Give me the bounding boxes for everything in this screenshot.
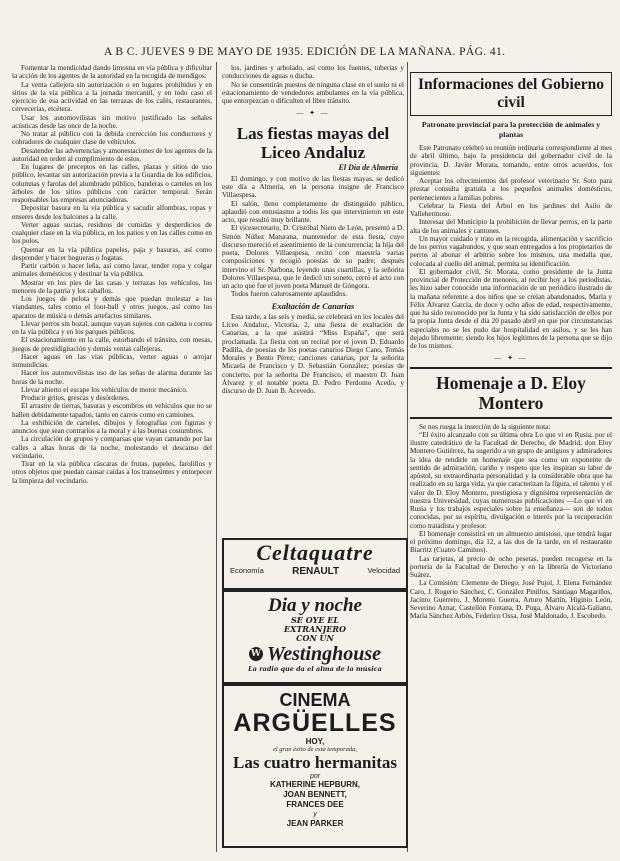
liceo-paragraph: El salón, lleno completamente de distinguido público, aplaudió con entusiasmo a todos los que intervinieron en este acto, que resultó muy brillante.: [222, 199, 404, 224]
westinghouse-logo-icon: W: [250, 649, 261, 659]
ad-cinema-label: CINEMA: [279, 690, 351, 710]
canarias-paragraph: Esta tarde, a las seis y media, se celebrará en los locales del Liceo Andaluz, Victoria, 2, una fiesta de exaltación de Canarias, a la que asistirá “Miss España”, que será proclamada. La fiesta con un recital por el joven D. Eduardo Padilla, de poesías de los poetas canarios Diego Cano, Tomás Morales y Bento Pérez; canciones canarias, por la señorita Micaela de Francisco y D. Sebastián González; poesías de concierto, por la señorita De Francisco, el maestro D. Juan Álvarez y el notable poeta D. Pedro Perdomo Acedo, y discurso de D. Juan B. Acevedo.: [222, 312, 404, 395]
ad-intro: el gran éxito de esta temporada,: [272, 746, 358, 753]
ad-renault: [222, 538, 408, 590]
liceo-paragraph: El domingo, y con motivo de las fiestas mayas, se dedicó este día a Almería, en la persona insigne de Francisco Villaespesa.: [222, 174, 404, 200]
article-paragraph: Mostrar en los pies de las casas y terrazas los vehículos, los menores de la patria y los caballos.: [12, 278, 212, 295]
gobierno-paragraph: El gobernador civil, Sr. Morata, como presidente de la Junta provincial de Protección de menores, al recibir hoy a los periodistas, les hizo saber conocido una información de un periódico ilustrado de la mañana referente a dos niños que se creían abandonados, María y Félix Álvarez García, de doce y ocho años de edad, respectivamente, que ha sido reconocido por la Junta y ha sido satisfacción de ellos por la propia Junta desde el día 20 pasado abril en que por circunstancias especiales no se les pudo dar hospitalidad en asilos, y se les han dejado libremente; siendo los hijos legítimos de la persona que se dijo de los mismos.: [410, 267, 612, 350]
ad-tagline: La radio que da el alma de la música: [248, 665, 382, 673]
article-paragraph: Producir gritos, grescas y desórdenes.: [21, 394, 130, 402]
gobierno-paragraph: Un mayor cuidado y trato en la recogida, alimentación y sacrificio de los perros vagabundos, y que sean entregados a los propietarios de perros al abonar el arbitrio sobre los mismos, una medalla que, colocada al cuello del animal, permita su identificación.: [410, 234, 612, 268]
article-paragraph: No tratar al público con la debida corrección los conductores y cobradores de cualquier clase de vehículos.: [12, 130, 212, 147]
article-paragraph: El arrastre de tierras, basuras y escombros en vehículos que no se hallen debidamente tapados, tanto en carros como en camiones.: [12, 402, 212, 419]
gobierno-paragraph: Celebrar la Fiesta del Árbol en los jardines del Asilo de Vallehermoso.: [410, 201, 612, 218]
article-paragraph: Llevar perros sin bozal, aunque vayan sujetos con cadena o correa en la vía pública y en los parques públicos.: [12, 319, 212, 336]
gobierno-civil-headline: Informaciones del Gobierno civil: [410, 72, 612, 116]
ad-westinghouse: [222, 590, 408, 684]
ad-actor: JOAN BENNETT,: [283, 790, 347, 799]
ad-celtaquatre-title: Celtaquatre: [256, 540, 374, 565]
ad-film-title: Las cuatro hermanitas: [232, 753, 397, 772]
ad-brand: RENAULT: [292, 566, 340, 577]
canarias-title: Exaltación de Canarias: [271, 300, 355, 311]
gobierno-paragraph: Interesar del Municipio la prohibición de llevar perros, en la parte alta de los animales y cantones.: [410, 218, 612, 235]
article-paragraph: Partir carbón o hacer leña, así como lavar, tender ropa y colgar animales domésticos y destinar la vía pública.: [12, 262, 212, 279]
patronato-subheadline: Patronato provincial para la protección de animales y plantas: [421, 120, 601, 139]
article-paragraph: El estacionamiento en la calle, estorbando el tránsito, con mesas, juegos de prestidigitación y demás ventas callejeras.: [12, 336, 212, 353]
article-paragraph: Desatender las advertencias y amonestaciones de los agentes de la autoridad en orden al cumplimiento de estos.: [12, 146, 212, 163]
ad-cinema-name: ARGÜELLES: [233, 709, 397, 737]
homenaje-headline: Homenaje a D. Eloy Montero: [410, 367, 612, 419]
homenaje-paragraph: La Comisión: Clemente de Diego, José Pujol, J. Elena Fernández Caro, J. Rogerio Sánchez, C. González Pinillos, Santiago Magariños, Jacinto Guerrero, J. Moreno Guerra, Arturo Martín, Higinio León, Severino Aznar, Castellón Fontana, D. Puga, Álvaro Alcalá-Galiano, María Sánchez Arbós, Federico Ossa, José Maldonado, J. Escobedo.: [410, 579, 612, 621]
ad-hoy: HOY,: [305, 737, 325, 746]
ad-actor: JEAN PARKER: [286, 819, 344, 828]
column-middle: [222, 64, 404, 395]
ad-westinghouse-brand: Westinghouse: [266, 643, 382, 665]
ad-cinema: [222, 684, 408, 848]
article-paragraph: Hacer los automovilistas uso de las señas de alarma durante las horas de la noche.: [12, 369, 212, 386]
article-paragraph: En lugares de preceptos en las calles, plazas y sitios de uso público, levantar sin autorización previa a la Guardia de los edificios, columnas y farolas del alumbrado público, banderas o carteles en los árboles de los sitios públicos con carácter temporal. Serán responsables las empresas anunciadoras.: [12, 163, 212, 204]
ad-right-text: Velocidad: [367, 566, 400, 575]
ornament-divider: — ✦ —: [296, 109, 330, 118]
article-paragraph: Tirar en la vía pública cáscaras de frutas, papeles, farolillos y otros objetos que puedan causar caídas a los transeúntes y entorpecer la limpieza del vecindario.: [12, 460, 212, 485]
gobierno-paragraph: Este Patronato celebró su reunión ordinaria correspondiente al mes de abril último, bajo la presidencia del gobernador civil de la provincia, D. Javier Morata, tomando, entre otros acuerdos, los siguientes:: [410, 144, 612, 177]
article-paragraph: Hacer aguas en las vías públicas, verter aguas o arrojar inmundicias.: [12, 352, 212, 369]
liceo-byline: El Día de Almería: [338, 162, 398, 172]
ornament-divider: — ✦ —: [494, 354, 528, 363]
liceo-paragraph: El vicesecretario, D. Cristóbal Nieto de León, presentó a D. Simón Núñez Maturana, mantenedor de esta fiesta, cuyo discurso mereció el asentimiento de la concurrencia; la hija del poeta, Dolores Villaespesa, recitó con maestría varias composiciones y recogió poesías de su padre; después intervino el Sr. Narbona, leyendo unas cuartillas, y la señorita Dolores Villaespesa, que le dedicó un soneto, cerró el acto con un acto que fue el joven poeta Manuel de Góngora.: [222, 224, 404, 290]
ad-line: EXTRANJERO: [284, 624, 346, 634]
article-paragraph: Llevar abierto el escape los vehículos de motor mecánico.: [21, 385, 188, 394]
article-paragraph: Usar los automovilistas sin motivo justificado las señales acústicas desde las once de la noche.: [12, 113, 212, 130]
column-rule: [216, 62, 217, 852]
article-paragraph: Fomentar la mendicidad dando limosna en vía pública y dificultar la acción de los agentes de la autoridad en la recogida de mendigos.: [12, 64, 212, 81]
column-right: [410, 64, 612, 621]
homenaje-paragraph: Las tarjetas, al precio de ocho pesetas, pueden recogerse en la portería de la Facultad de Derecho y en la librería de Victoriano Suárez.: [410, 554, 612, 579]
article-paragraph: Quemar en la vía pública papeles, paja y basuras, así como desprender y hacer hogueras o fogatas.: [12, 245, 212, 262]
ad-left-text: Economía: [230, 566, 264, 575]
ad-actor: FRANCES DEE: [286, 800, 344, 809]
ad-actor: KATHERINE HEPBURN,: [269, 780, 361, 789]
column-left: [12, 64, 212, 485]
gobierno-paragraph: Aceptar los ofrecimientos del profesor veterinario Sr. Soto para prestar consulta gratuita a los pequeños animales domésticos, pertenecientes a familias pobres.: [410, 177, 612, 202]
homenaje-paragraph: Se nos ruega la inserción de la siguiente nota:: [419, 422, 551, 431]
page-header: A B C. JUEVES 9 DE MAYO DE 1935. EDICIÓN DE LA MAÑANA. PÁG. 41.: [104, 46, 506, 58]
article-paragraph: Depositar basura en la vía pública y sacudir alfombras, ropas y enseres desde los balcones a la calle.: [12, 204, 212, 221]
ad-por: por: [309, 773, 321, 780]
article-paragraph: los, jardines y arbolado, así como los fuentes, tuberías y conducciones de aguas o ducha.: [222, 64, 404, 81]
article-paragraph: No se consentirán puestos de ninguna clase en el suelo ni el estacionamiento de vendedores ambulantes en la vía pública, que entorpezcan o dificulten el libre tránsito.: [222, 80, 404, 105]
ad-line: CON UN: [296, 633, 334, 643]
article-paragraph: La circulación de grupos y comparsas que vayan cantando por las calles a altas horas de la noche, molestando el descanso del vecindario.: [12, 435, 212, 460]
ad-dia-noche: Dia y noche: [268, 595, 362, 616]
liceo-paragraph: Todos fueron calurosamente aplaudidos.: [231, 290, 348, 299]
article-paragraph: Verter aguas sucias, residuos de comidas y desperdicios de cualquier clase en la vía pública, en los patios y en las calles como en los polos.: [12, 220, 212, 246]
homenaje-paragraph: “El éxito alcanzado con su última obra Lo que vi en Rusia, por el ilustre catedrático de la Facultad de Derecho, de Madrid, don Eloy Montero Gutiérrez, ha sugerido a un grupo de antiguos y admiradores la idea de rendirle un homenaje que sea como un exponente de sentido de admiración, cariño y respeto que les inspiran su labor de apóstol, su extraordinaria personalidad y la considerable obra que ha realizado en su larga vida, ya que caracterizan la figura, el talento y el valor de D. Eloy Montero, prestigiosa y dignísima representación de nuestra Universidad, cuyas numerosas publicaciones —Lo que vi en Rusia y los trabajos especiales sobre la enseñanza— son de todos conocidas, por su espíritu, divulgación e interés por la recuperación como tratadista y profesor.: [410, 430, 612, 530]
liceo-headline: Las fiestas mayas del Liceo Andaluz: [236, 123, 390, 162]
article-paragraph: La exhibición de carteles, dibujos y fotografías con figuras y anuncios que sean contrarios a la moral y a las buenas costumbres.: [12, 418, 212, 435]
article-paragraph: La venta callejera sin autorización o en lugares prohibidos y en sitios de la vía pública a la jornada mercantil, y en todo caso el ejercicio de esa actividad en las terrazas de los cafés, restaurantes, cervecerías, etcétera.: [12, 80, 212, 114]
ad-line: SE OYE EL: [291, 615, 339, 625]
homenaje-paragraph: El homenaje consistirá en un almuerzo amistoso, que tendrá lugar el próximo domingo, día 12, a las dos de la tarde, en el restaurante Biarritz (Cuatro Caminos).: [410, 529, 612, 555]
ad-y: y: [313, 811, 317, 818]
article-paragraph: Los juegos de pelota y demás que puedan molestar a los viandantes, tales como el foot-ball y otros juegos, así como los aparatos de música o demás artefactos similares.: [12, 295, 212, 320]
